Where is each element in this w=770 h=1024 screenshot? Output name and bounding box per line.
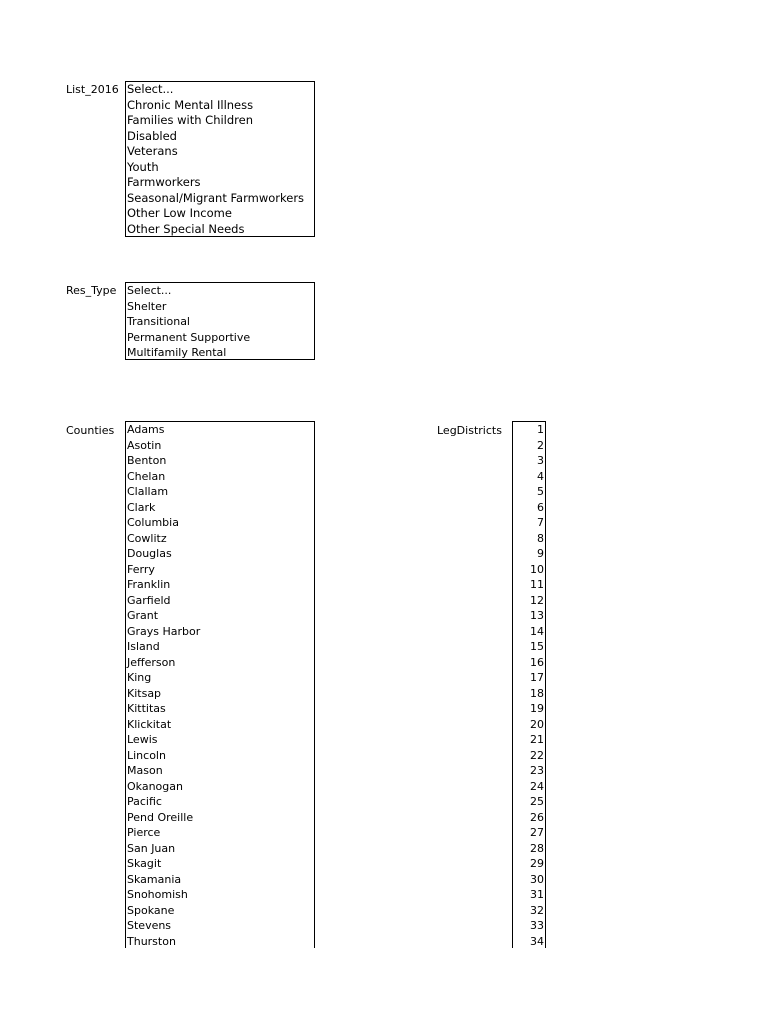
leg-district-item: 27 xyxy=(530,826,544,839)
list-2016-item: Other Low Income xyxy=(127,206,232,220)
leg-district-item: 33 xyxy=(530,919,544,932)
county-item: Kittitas xyxy=(127,702,166,715)
county-item: Columbia xyxy=(127,516,179,529)
leg-district-item: 31 xyxy=(530,888,544,901)
county-item: Skagit xyxy=(127,857,162,870)
leg-district-item: 10 xyxy=(530,562,544,576)
county-item: Okanogan xyxy=(127,779,183,793)
list-2016-list xyxy=(125,81,315,237)
leg-district-item: 8 xyxy=(537,531,544,545)
leg-district-item: 28 xyxy=(530,841,544,855)
leg-district-item: 24 xyxy=(530,779,544,793)
leg-district-item: 2 xyxy=(537,438,544,452)
county-item: Franklin xyxy=(127,578,171,591)
leg-district-item: 22 xyxy=(530,748,544,762)
list-2016-item: Families with Children xyxy=(127,113,254,127)
leg-district-item: 12 xyxy=(530,593,544,607)
county-item: Snohomish xyxy=(127,888,188,901)
leg-district-item: 11 xyxy=(530,578,544,591)
leg-district-item: 15 xyxy=(530,640,544,653)
list-2016-item: Disabled xyxy=(127,128,177,143)
county-item: Benton xyxy=(127,454,167,467)
county-item: Lincoln xyxy=(127,748,166,762)
county-item: Douglas xyxy=(127,547,172,560)
leg-district-item: 21 xyxy=(530,733,544,746)
res-type-item: Transitional xyxy=(127,315,190,328)
leg-district-item: 4 xyxy=(537,469,544,483)
leg-districts-label: LegDistricts xyxy=(437,424,502,437)
leg-district-item: 1 xyxy=(537,423,544,436)
leg-district-item: 16 xyxy=(530,655,544,669)
leg-district-item: 5 xyxy=(537,485,544,498)
list-2016-label: List_2016 xyxy=(66,83,119,96)
list-2016-item: Seasonal/Migrant Farmworkers xyxy=(127,190,305,205)
county-item: Cowlitz xyxy=(127,531,167,545)
list-2016-item: Chronic Mental Illness xyxy=(127,97,254,112)
leg-district-item: 19 xyxy=(530,702,544,715)
res-type-item: Select... xyxy=(127,284,172,297)
county-item: King xyxy=(127,671,152,684)
leg-district-item: 18 xyxy=(530,686,544,700)
leg-districts-list xyxy=(512,421,546,948)
leg-district-item: 9 xyxy=(537,547,544,560)
counties-list xyxy=(125,421,315,948)
county-item: Clark xyxy=(127,500,156,514)
leg-district-item: 6 xyxy=(537,500,544,514)
res-type-label: Res_Type xyxy=(66,284,117,297)
county-item: Asotin xyxy=(127,438,162,452)
list-2016-item: Farmworkers xyxy=(127,175,201,189)
list-2016-item: Other Special Needs xyxy=(127,221,245,236)
res-type-item: Permanent Supportive xyxy=(127,330,251,344)
res-type-item: Shelter xyxy=(127,299,167,313)
leg-district-item: 17 xyxy=(530,671,544,684)
county-item: Skamania xyxy=(127,872,182,886)
county-item: Jefferson xyxy=(127,655,176,669)
leg-district-item: 26 xyxy=(530,810,544,824)
county-item: Mason xyxy=(127,764,163,777)
leg-district-item: 7 xyxy=(537,516,544,529)
leg-district-item: 14 xyxy=(530,624,544,638)
county-item: Chelan xyxy=(127,469,166,483)
county-item: Pacific xyxy=(127,795,162,808)
counties-label: Counties xyxy=(66,424,115,437)
county-item: Pend Oreille xyxy=(127,810,194,824)
list-2016-item: Select... xyxy=(127,82,174,96)
leg-district-item: 20 xyxy=(530,717,544,731)
county-item: Ferry xyxy=(127,562,155,576)
leg-district-item: 32 xyxy=(530,903,544,917)
leg-district-item: 13 xyxy=(530,609,544,622)
county-item: Grant xyxy=(127,609,159,622)
county-item: Adams xyxy=(127,423,165,436)
county-item: Lewis xyxy=(127,733,158,746)
list-2016-item: Veterans xyxy=(127,144,178,158)
leg-district-item: 30 xyxy=(530,872,544,886)
county-item: Klickitat xyxy=(127,717,172,731)
leg-district-item: 3 xyxy=(537,454,544,467)
county-item: Thurston xyxy=(127,934,176,948)
county-item: Garfield xyxy=(127,593,171,607)
leg-district-item: 25 xyxy=(530,795,544,808)
res-type-list xyxy=(125,282,315,360)
county-item: Spokane xyxy=(127,903,175,917)
county-item: Pierce xyxy=(127,826,161,839)
county-item: Grays Harbor xyxy=(127,624,201,638)
county-item: Kitsap xyxy=(127,686,162,700)
county-item: San Juan xyxy=(127,841,176,855)
res-type-item: Multifamily Rental xyxy=(127,346,227,359)
county-item: Stevens xyxy=(127,919,172,932)
leg-district-item: 34 xyxy=(530,934,544,948)
list-2016-item: Youth xyxy=(127,159,159,174)
leg-district-item: 23 xyxy=(530,764,544,777)
leg-district-item: 29 xyxy=(530,857,544,870)
county-item: Island xyxy=(127,640,160,653)
county-item: Clallam xyxy=(127,485,169,498)
